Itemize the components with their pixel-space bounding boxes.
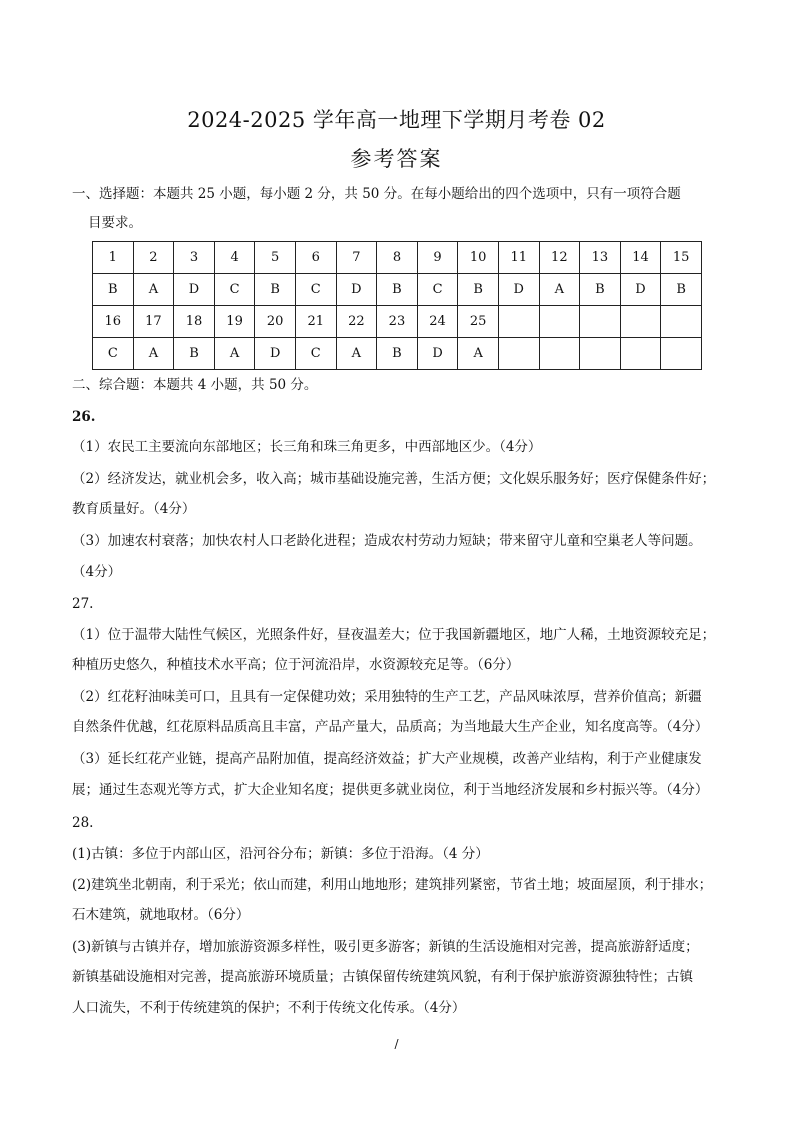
question-number-cell: 1 bbox=[93, 242, 134, 274]
question-number-cell: 18 bbox=[174, 306, 215, 338]
answer-cell: A bbox=[214, 338, 255, 370]
q28-answer-2-line1: (2)建筑坐北朝南，利于采光；依山而建，利用山地地形；建筑排列紧密，节省土地；坡面屋顶，利于排水； bbox=[72, 877, 713, 893]
question-number-cell: 7 bbox=[336, 242, 377, 274]
q26-answer-1: （1）农民工主要流向东部地区；长三角和珠三角更多，中西部地区少。（4分） bbox=[72, 439, 542, 455]
q26-number: 26. bbox=[72, 409, 96, 425]
answer-cell: A bbox=[133, 274, 174, 306]
q27-number: 27. bbox=[72, 596, 94, 612]
q26-answer-2-line2: 教育质量好。（4分） bbox=[72, 501, 196, 517]
table-row bbox=[93, 306, 702, 338]
answer-cell: C bbox=[214, 274, 255, 306]
answer-cell: B bbox=[661, 274, 702, 306]
question-number-cell: 2 bbox=[133, 242, 174, 274]
answer-cell: D bbox=[255, 338, 296, 370]
answer-cell: B bbox=[377, 338, 418, 370]
question-number-cell: 10 bbox=[458, 242, 499, 274]
question-number-cell bbox=[539, 306, 580, 338]
q28-answer-1: (1)古镇：多位于内部山区，沿河谷分布；新镇：多位于沿海。（4 分） bbox=[72, 846, 489, 862]
q28-answer-3-line1: (3)新镇与古镇并存，增加旅游资源多样性，吸引更多游客；新镇的生活设施相对完善，提高旅游舒适度； bbox=[72, 939, 699, 955]
question-number-cell: 15 bbox=[661, 242, 702, 274]
answer-cell: B bbox=[255, 274, 296, 306]
answer-cell bbox=[580, 338, 621, 370]
answer-cell: D bbox=[417, 338, 458, 370]
answer-cell: B bbox=[174, 338, 215, 370]
question-number-cell: 12 bbox=[539, 242, 580, 274]
table-row bbox=[93, 274, 702, 306]
question-number-cell: 4 bbox=[214, 242, 255, 274]
q27-answer-3-line2: 展；通过生态观光等方式，扩大企业知名度；提供更多就业岗位，利于当地经济发展和乡村振兴等。（4分） bbox=[72, 782, 709, 798]
section1-instruction-line1: 一、选择题：本题共 25 小题，每小题 2 分，共 50 分。在每小题给出的四个选项中，只有一项符合题 bbox=[72, 186, 681, 202]
answer-cell: B bbox=[377, 274, 418, 306]
answer-cell: D bbox=[498, 274, 539, 306]
question-number-cell: 6 bbox=[295, 242, 336, 274]
question-number-cell: 24 bbox=[417, 306, 458, 338]
question-number-cell: 20 bbox=[255, 306, 296, 338]
q27-answer-2-line1: （2）红花籽油味美可口，且具有一定保健功效；采用独特的生产工艺，产品风味浓厚，营养价值高；新疆 bbox=[72, 689, 702, 705]
question-number-cell: 22 bbox=[336, 306, 377, 338]
answer-cell: C bbox=[295, 274, 336, 306]
table-row bbox=[93, 242, 702, 274]
page-subtitle: 参考答案 bbox=[350, 147, 443, 171]
answer-cell: C bbox=[295, 338, 336, 370]
answer-cell: C bbox=[417, 274, 458, 306]
question-number-cell bbox=[580, 306, 621, 338]
answer-cell: D bbox=[174, 274, 215, 306]
answer-cell: D bbox=[336, 274, 377, 306]
question-number-cell: 13 bbox=[580, 242, 621, 274]
q26-answer-3-line1: （3）加速农村衰落；加快农村人口老龄化进程；造成农村劳动力短缺；带来留守儿童和空巢老人等问题。 bbox=[72, 533, 702, 549]
q27-answer-3-line1: （3）延长红花产业链，提高产品附加值，提高经济效益；扩大产业规模，改善产业结构，利于产业健康发 bbox=[72, 751, 702, 767]
q28-number: 28. bbox=[72, 815, 94, 831]
question-number-cell: 21 bbox=[295, 306, 336, 338]
answer-table bbox=[92, 241, 702, 370]
q27-answer-1-line2: 种植历史悠久，种植技术水平高；位于河流沿岸，水资源较充足等。（6分） bbox=[72, 657, 520, 673]
question-number-cell: 5 bbox=[255, 242, 296, 274]
question-number-cell: 9 bbox=[417, 242, 458, 274]
answer-cell: C bbox=[93, 338, 134, 370]
section1-instruction-line2: 目要求。 bbox=[88, 215, 142, 231]
answer-cell bbox=[498, 338, 539, 370]
section2-heading: 二、综合题：本题共 4 小题，共 50 分。 bbox=[72, 377, 318, 393]
question-number-cell: 14 bbox=[620, 242, 661, 274]
q27-answer-2-line2: 自然条件优越，红花原料品质高且丰富，产品产量大，品质高；为当地最大生产企业，知名度高等。（4分） bbox=[72, 719, 709, 735]
question-number-cell: 8 bbox=[377, 242, 418, 274]
answer-cell: A bbox=[539, 274, 580, 306]
answer-cell bbox=[620, 338, 661, 370]
q28-answer-3-line2: 新镇基础设施相对完善，提高旅游环境质量；古镇保留传统建筑风貌，有利于保护旅游资源独特性；古镇 bbox=[72, 969, 693, 985]
page-title: 2024-2025 学年高一地理下学期月考卷 02 bbox=[187, 108, 606, 132]
answer-cell bbox=[661, 338, 702, 370]
q26-answer-2-line1: （2）经济发达，就业机会多，收入高；城市基础设施完善，生活方便；文化娱乐服务好；医疗保健条件好； bbox=[72, 471, 716, 487]
page-number-mark: / bbox=[394, 1037, 399, 1051]
answer-cell: B bbox=[458, 274, 499, 306]
q26-answer-3-line2: （4分） bbox=[72, 564, 122, 580]
answer-cell: D bbox=[620, 274, 661, 306]
question-number-cell: 17 bbox=[133, 306, 174, 338]
question-number-cell bbox=[661, 306, 702, 338]
answer-cell: B bbox=[580, 274, 621, 306]
question-number-cell: 3 bbox=[174, 242, 215, 274]
question-number-cell: 11 bbox=[498, 242, 539, 274]
table-row bbox=[93, 338, 702, 370]
answer-cell: A bbox=[133, 338, 174, 370]
question-number-cell: 16 bbox=[93, 306, 134, 338]
q28-answer-2-line2: 石木建筑，就地取材。（6分） bbox=[72, 907, 250, 923]
question-number-cell bbox=[498, 306, 539, 338]
question-number-cell: 23 bbox=[377, 306, 418, 338]
question-number-cell bbox=[620, 306, 661, 338]
answer-cell: B bbox=[93, 274, 134, 306]
answer-cell: A bbox=[336, 338, 377, 370]
question-number-cell: 19 bbox=[214, 306, 255, 338]
q27-answer-1-line1: （1）位于温带大陆性气候区，光照条件好，昼夜温差大；位于我国新疆地区，地广人稀，土地资源较充足； bbox=[72, 627, 716, 643]
question-number-cell: 25 bbox=[458, 306, 499, 338]
q28-answer-3-line3: 人口流失，不利于传统建筑的保护；不利于传统文化传承。（4分） bbox=[72, 1000, 466, 1016]
answer-cell bbox=[539, 338, 580, 370]
answer-cell: A bbox=[458, 338, 499, 370]
